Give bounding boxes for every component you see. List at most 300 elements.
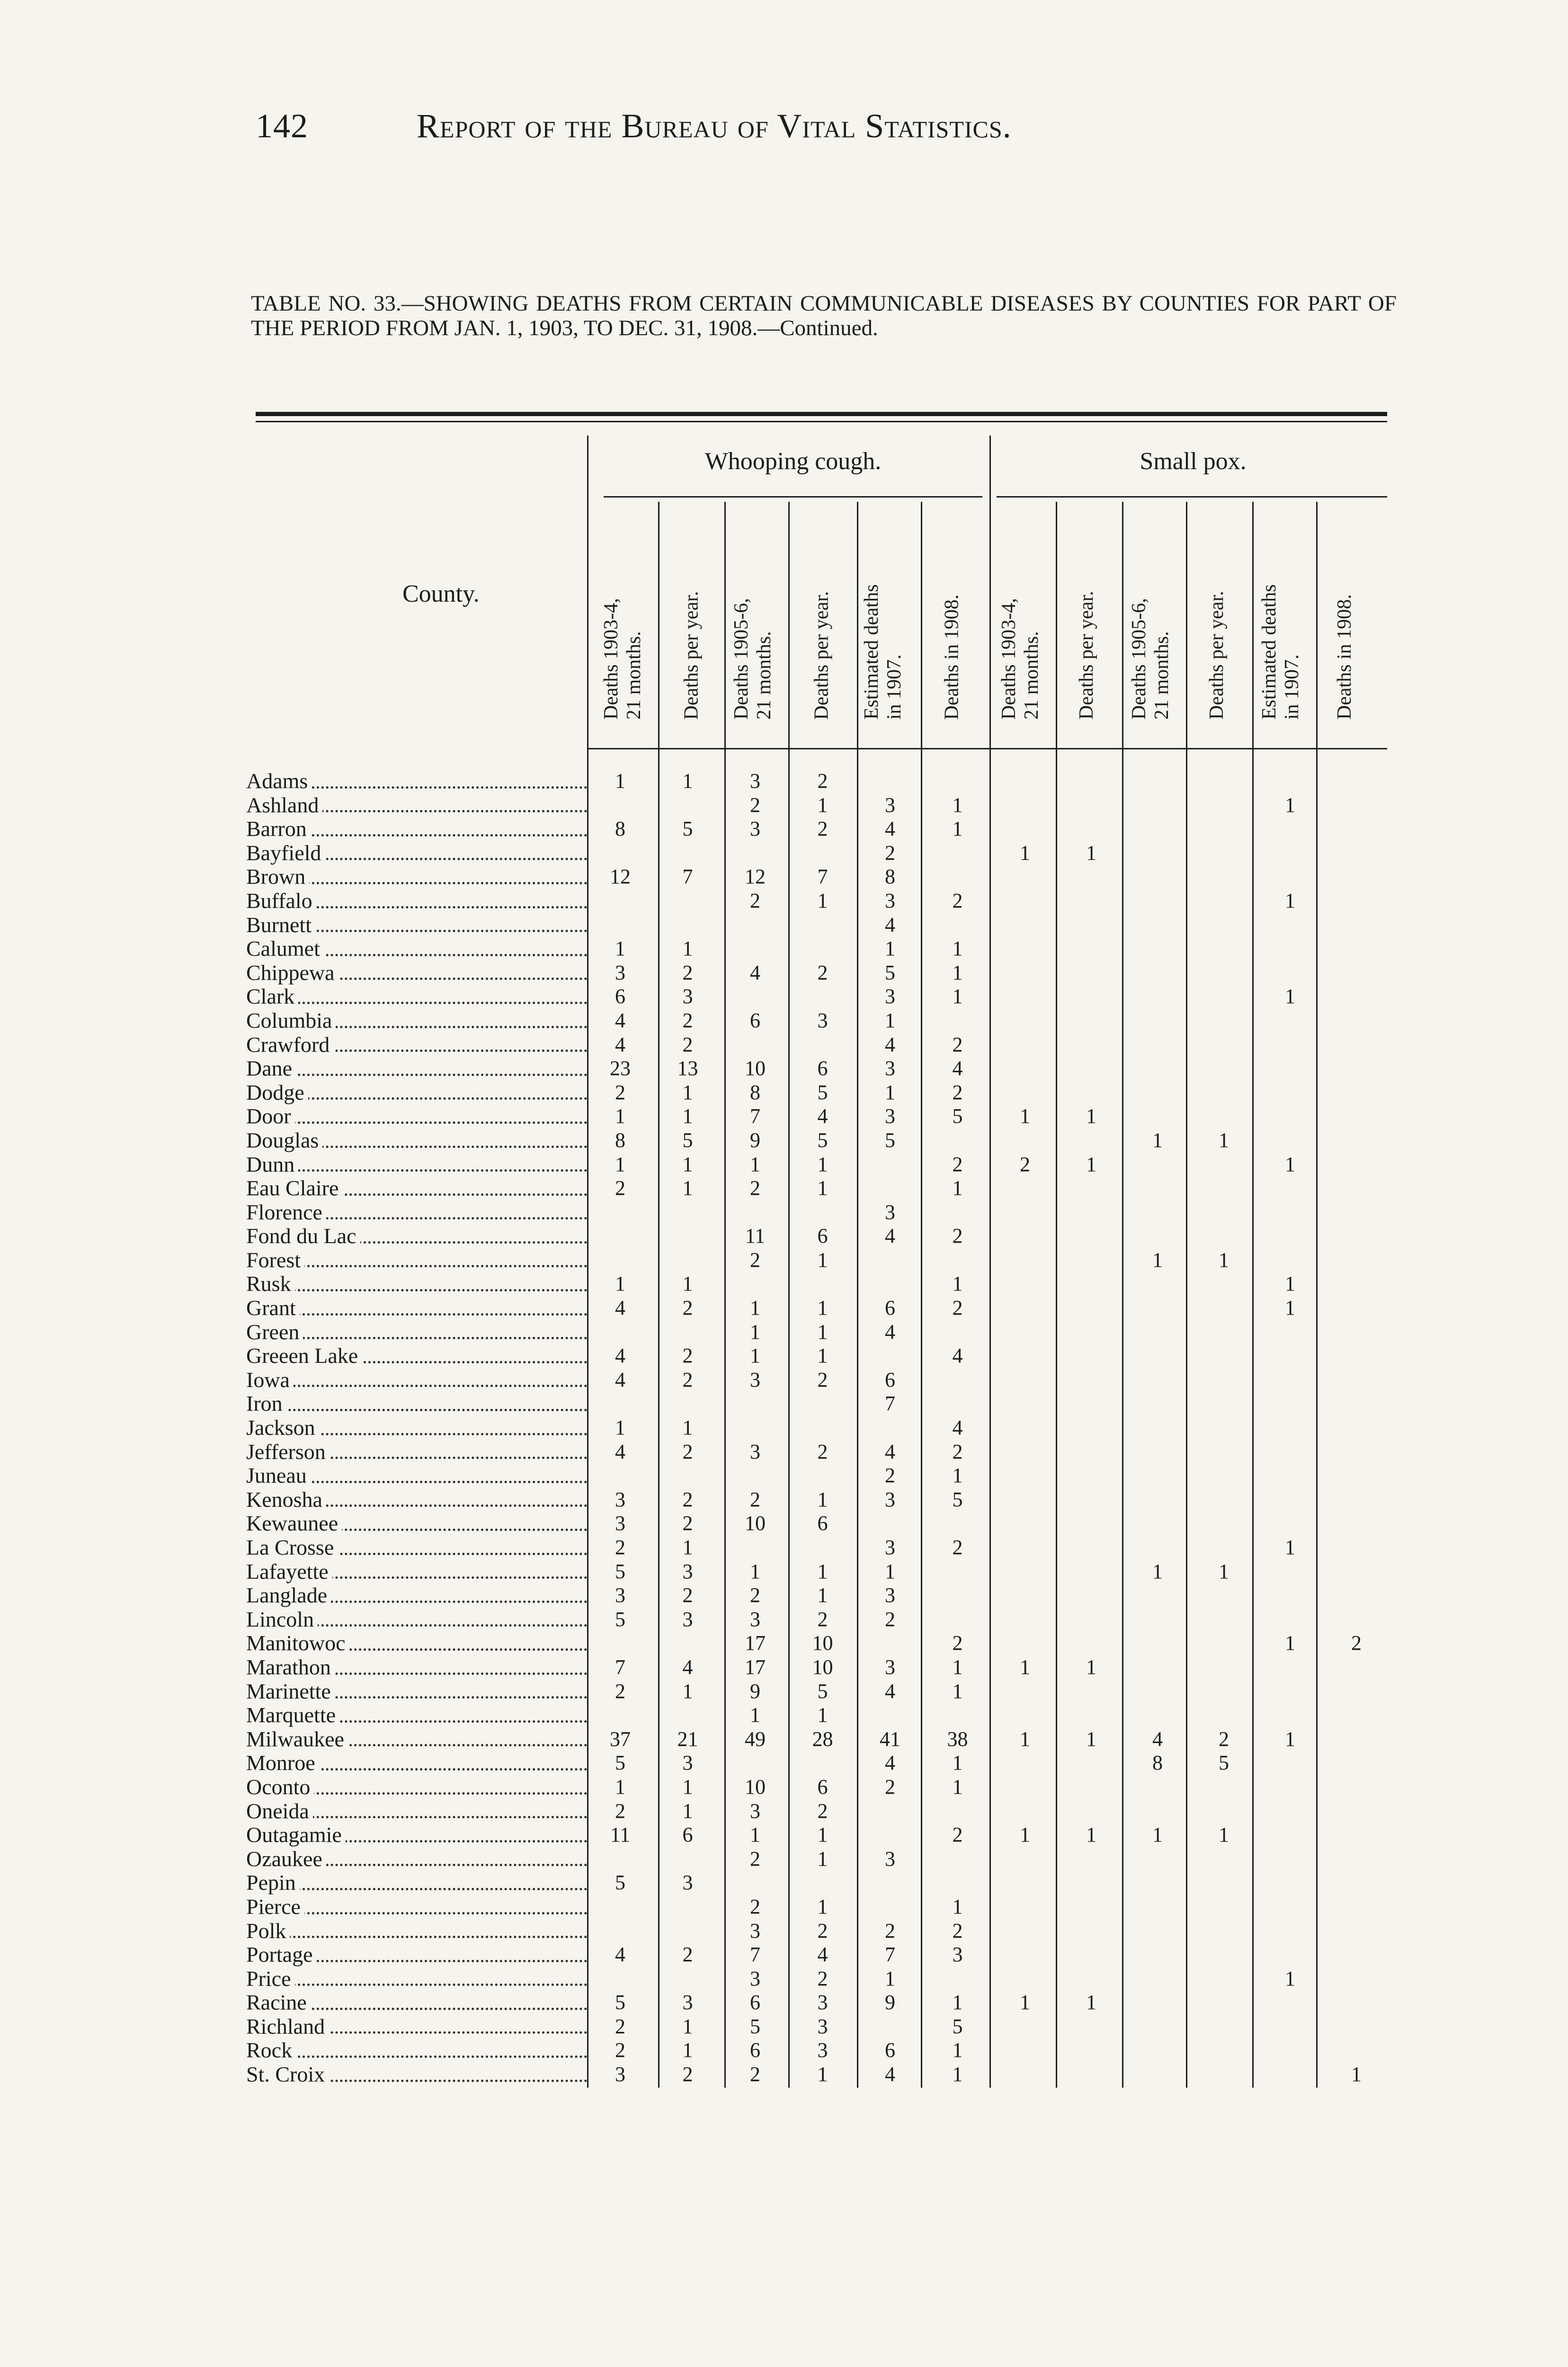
value-cell: 3 [682, 1991, 693, 2014]
county-cell [246, 1033, 587, 1057]
table-row [246, 1344, 1390, 1368]
value-cell: 4 [817, 1943, 828, 1967]
value-cell: 1 [817, 793, 828, 817]
value-cell [1323, 1368, 1390, 1392]
county-name: Racine [246, 1991, 311, 2014]
value-cell [1323, 985, 1390, 1009]
value-cell [788, 1416, 857, 1440]
value-cell: 2 [952, 1152, 963, 1176]
table-row [246, 1871, 1390, 1895]
value-cell [992, 1703, 1058, 1727]
value-cell [992, 1584, 1058, 1608]
county-name: Polk [246, 1919, 290, 1943]
value-cell: 6 [817, 1224, 828, 1248]
value-cell [1191, 865, 1257, 889]
county-name: Jefferson [246, 1440, 330, 1464]
value-cell: 1 [952, 1464, 963, 1487]
county-cell [246, 1775, 587, 1799]
value-cell [923, 865, 992, 889]
value-cell: 1 [750, 1703, 760, 1727]
value-cell: 4 [885, 1440, 895, 1463]
group-divider [997, 496, 1387, 498]
column-header-line: Deaths in 1908. [1334, 594, 1355, 720]
value-cell [1124, 1104, 1191, 1129]
value-cell: 2 [817, 1919, 828, 1942]
value-cell [1124, 1631, 1191, 1655]
value-cell [1257, 1703, 1323, 1727]
dot-leader [246, 1289, 587, 1291]
table-row [246, 937, 1390, 961]
value-cell [653, 1895, 722, 1919]
value-cell [992, 1799, 1058, 1824]
value-cell [923, 1871, 992, 1895]
value-cell: 3 [750, 769, 760, 792]
value-cell [992, 1464, 1058, 1488]
county-name: Marathon [246, 1655, 335, 1679]
county-cell [246, 865, 587, 889]
value-cell [1124, 1057, 1191, 1081]
value-cell [992, 1368, 1058, 1392]
value-cell: 10 [745, 1775, 766, 1798]
value-cell [1191, 1296, 1257, 1320]
value-cell [1257, 1751, 1323, 1775]
value-cell: 3 [750, 1607, 760, 1631]
value-cell: 1 [750, 1344, 760, 1368]
top-rule [256, 412, 1387, 416]
value-cell: 1 [885, 1080, 895, 1104]
county-name: Douglas [246, 1129, 322, 1152]
value-cell [788, 1536, 857, 1560]
value-cell [1323, 889, 1390, 913]
value-cell [857, 1153, 923, 1177]
value-cell [788, 1201, 857, 1225]
value-cell: 1 [952, 1751, 963, 1775]
value-cell: 4 [615, 1440, 625, 1463]
value-cell: 1 [615, 1104, 625, 1128]
value-cell: 1 [1285, 1296, 1295, 1320]
column-header [987, 530, 1053, 720]
value-cell: 2 [615, 1176, 625, 1200]
value-cell: 5 [885, 961, 895, 984]
value-cell [1191, 1224, 1257, 1248]
value-cell [992, 1967, 1058, 1991]
value-cell: 7 [885, 1392, 895, 1415]
value-cell: 2 [952, 1032, 963, 1056]
value-cell [923, 1703, 992, 1727]
county-cell [246, 769, 587, 793]
value-cell: 10 [812, 1655, 833, 1679]
value-cell [1191, 1368, 1257, 1392]
value-cell: 1 [885, 1967, 895, 1990]
value-cell [1191, 1416, 1257, 1440]
value-cell [1058, 2063, 1124, 2087]
value-cell [1191, 2038, 1257, 2063]
value-cell [722, 1201, 788, 1225]
value-cell: 2 [817, 1368, 828, 1391]
value-cell: 2 [1219, 1727, 1229, 1751]
value-cell: 5 [817, 1679, 828, 1703]
value-cell [1058, 1680, 1124, 1704]
value-cell [1323, 2015, 1390, 2039]
value-cell [1257, 1655, 1323, 1680]
value-cell: 2 [885, 1464, 895, 1487]
value-cell: 5 [682, 1128, 693, 1152]
value-cell [722, 1536, 788, 1560]
value-cell [587, 1464, 653, 1488]
value-cell [1191, 1392, 1257, 1416]
value-cell: 1 [1285, 1272, 1295, 1296]
value-cell: 2 [817, 769, 828, 792]
value-cell: 12 [745, 865, 766, 889]
value-cell [857, 1272, 923, 1296]
value-cell: 1 [1086, 841, 1096, 864]
value-cell [1191, 1153, 1257, 1177]
value-cell: 3 [682, 1559, 693, 1583]
value-cell [1058, 1368, 1124, 1392]
value-cell [653, 1392, 722, 1416]
value-cell: 7 [817, 865, 828, 889]
value-cell [1191, 1104, 1257, 1129]
dot-leader [246, 2056, 587, 2058]
value-cell [1323, 1320, 1390, 1344]
value-cell [1124, 1033, 1191, 1057]
value-cell [1058, 1416, 1124, 1440]
value-cell [1191, 1895, 1257, 1919]
value-cell [587, 1895, 653, 1919]
value-cell [1257, 1608, 1323, 1632]
value-cell [1124, 1943, 1191, 1967]
column-header-line: Deaths per year. [680, 591, 702, 720]
value-cell [992, 1320, 1058, 1344]
value-cell: 8 [1152, 1751, 1163, 1775]
column-header [1117, 530, 1184, 720]
value-cell: 7 [682, 865, 693, 889]
county-cell [246, 1631, 587, 1655]
table-row [246, 1272, 1390, 1296]
value-cell [992, 1248, 1058, 1272]
value-cell [1191, 1201, 1257, 1225]
value-cell: 10 [812, 1631, 833, 1655]
value-cell [1124, 1368, 1191, 1392]
value-cell: 1 [817, 1152, 828, 1176]
value-cell [1124, 913, 1191, 937]
column-header [1053, 530, 1120, 720]
value-cell: 4 [615, 1344, 625, 1368]
value-cell [1323, 1416, 1390, 1440]
value-cell [992, 1416, 1058, 1440]
value-cell [722, 1416, 788, 1440]
value-cell: 6 [885, 2038, 895, 2062]
value-cell [1191, 1703, 1257, 1727]
value-cell [992, 1129, 1058, 1153]
table-row [246, 985, 1390, 1009]
value-cell [992, 1895, 1058, 1919]
county-cell [246, 1703, 587, 1727]
county-name: Lafayette [246, 1560, 332, 1584]
value-cell: 1 [682, 1272, 693, 1296]
value-cell [1323, 1033, 1390, 1057]
value-cell: 1 [817, 1344, 828, 1368]
value-cell: 2 [615, 1536, 625, 1559]
county-name: Crawford [246, 1033, 333, 1057]
value-cell: 2 [682, 1008, 693, 1032]
value-cell [1058, 1201, 1124, 1225]
value-cell [1124, 793, 1191, 818]
value-cell [788, 1392, 857, 1416]
value-cell [1058, 1584, 1124, 1608]
value-cell [1058, 1847, 1124, 1871]
value-cell [857, 1871, 923, 1895]
value-cell [1257, 1799, 1323, 1824]
value-cell [1257, 1919, 1323, 1943]
value-cell: 1 [1285, 985, 1295, 1008]
county-cell [246, 1751, 587, 1775]
value-cell [722, 1464, 788, 1488]
value-cell: 7 [615, 1655, 625, 1679]
value-cell: 2 [682, 1368, 693, 1391]
county-cell [246, 913, 587, 937]
value-cell: 5 [817, 1128, 828, 1152]
value-cell: 1 [1219, 1128, 1229, 1152]
column-header-line: Deaths per year. [811, 591, 832, 720]
county-cell [246, 817, 587, 841]
value-cell: 1 [1285, 1152, 1295, 1176]
value-cell: 3 [885, 985, 895, 1008]
county-name: Kenosha [246, 1488, 326, 1512]
county-name: Calumet [246, 937, 324, 961]
value-cell: 3 [817, 2014, 828, 2038]
value-cell [992, 1488, 1058, 1512]
table-row [246, 1608, 1390, 1632]
column-header-line: in 1907. [1281, 654, 1303, 720]
value-cell: 5 [615, 1991, 625, 2014]
value-cell [1191, 1775, 1257, 1799]
value-cell [1191, 985, 1257, 1009]
value-cell [923, 1584, 992, 1608]
county-cell [246, 1368, 587, 1392]
value-cell [1323, 841, 1390, 865]
value-cell: 2 [952, 889, 963, 912]
value-cell: 5 [615, 1607, 625, 1631]
value-cell [1323, 1224, 1390, 1248]
value-cell [992, 961, 1058, 985]
value-cell [1058, 1943, 1124, 1967]
value-cell: 1 [952, 1176, 963, 1200]
value-cell [1257, 769, 1323, 793]
value-cell: 2 [682, 1512, 693, 1535]
value-cell [992, 1344, 1058, 1368]
value-cell [1257, 2038, 1323, 2063]
county-name: Bayfield [246, 841, 325, 865]
value-cell: 1 [1285, 793, 1295, 817]
value-cell [857, 1176, 923, 1201]
value-cell [1323, 1823, 1390, 1847]
value-cell [1257, 1488, 1323, 1512]
county-cell [246, 1129, 587, 1153]
value-cell: 2 [750, 1895, 760, 1918]
county-cell [246, 889, 587, 913]
value-cell: 1 [1351, 2063, 1362, 2086]
value-cell [1323, 2038, 1390, 2063]
table-row [246, 1775, 1390, 1799]
value-cell [1058, 1129, 1124, 1153]
value-cell [1124, 1320, 1191, 1344]
value-cell [587, 889, 653, 913]
value-cell: 37 [610, 1727, 631, 1751]
value-cell [1323, 1608, 1390, 1632]
value-cell [992, 1560, 1058, 1584]
deaths-table [246, 769, 1390, 2087]
value-cell: 3 [615, 1512, 625, 1535]
value-cell [1058, 1320, 1124, 1344]
value-cell [1191, 1536, 1257, 1560]
value-cell: 1 [952, 793, 963, 817]
value-cell [992, 1847, 1058, 1871]
value-cell: 1 [952, 817, 963, 841]
value-cell: 4 [885, 2063, 895, 2086]
value-cell [653, 1248, 722, 1272]
value-cell: 3 [750, 1919, 760, 1942]
column-header-line: Deaths 1903-4, [600, 598, 622, 720]
value-cell [1058, 1631, 1124, 1655]
value-cell: 3 [885, 1847, 895, 1870]
county-cell [246, 961, 587, 985]
value-cell: 3 [885, 889, 895, 912]
column-header [1247, 530, 1314, 720]
value-cell [1124, 1536, 1191, 1560]
header-rule [587, 748, 1387, 749]
value-cell: 1 [1086, 1152, 1096, 1176]
value-cell [992, 793, 1058, 818]
value-cell: 1 [1152, 1128, 1163, 1152]
value-cell [1058, 817, 1124, 841]
value-cell: 2 [682, 1296, 693, 1320]
table-row [246, 1033, 1390, 1057]
dot-leader [246, 1074, 587, 1076]
value-cell: 1 [817, 1703, 828, 1727]
value-cell [1191, 1081, 1257, 1105]
value-cell [653, 1919, 722, 1943]
value-cell: 1 [682, 769, 693, 792]
table-row [246, 1464, 1390, 1488]
value-cell: 1 [682, 2038, 693, 2062]
county-name: Greeen Lake [246, 1344, 362, 1368]
value-cell: 41 [880, 1727, 900, 1751]
value-cell: 5 [615, 1751, 625, 1775]
value-cell: 3 [817, 1008, 828, 1032]
county-name: Green [246, 1320, 303, 1344]
value-cell: 4 [1152, 1727, 1163, 1751]
value-cell [857, 1799, 923, 1824]
value-cell: 1 [952, 1895, 963, 1918]
table-row [246, 1631, 1390, 1655]
county-cell [246, 2038, 587, 2063]
table-row [246, 1512, 1390, 1536]
county-name: Milwaukee [246, 1727, 348, 1751]
value-cell: 1 [952, 1991, 963, 2014]
value-cell [1257, 1392, 1323, 1416]
table-row [246, 1488, 1390, 1512]
value-cell [1058, 1440, 1124, 1464]
table-row [246, 793, 1390, 818]
value-cell [1191, 1799, 1257, 1824]
value-cell [788, 1272, 857, 1296]
value-cell [857, 1416, 923, 1440]
value-cell [1124, 1224, 1191, 1248]
county-cell [246, 1272, 587, 1296]
value-cell: 2 [817, 1967, 828, 1990]
value-cell [587, 1631, 653, 1655]
county-cell [246, 1847, 587, 1871]
value-cell: 9 [750, 1679, 760, 1703]
value-cell: 4 [750, 961, 760, 984]
value-cell: 1 [952, 1655, 963, 1679]
value-cell [1257, 1224, 1323, 1248]
county-cell [246, 1608, 587, 1632]
table-row [246, 1248, 1390, 1272]
value-cell [1191, 1871, 1257, 1895]
table-row [246, 1967, 1390, 1991]
value-cell [857, 2015, 923, 2039]
table-row [246, 1584, 1390, 1608]
value-cell [1323, 1512, 1390, 1536]
value-cell [1323, 1919, 1390, 1943]
county-name: Brown [246, 865, 309, 889]
value-cell [992, 1536, 1058, 1560]
value-cell: 6 [750, 2038, 760, 2062]
value-cell: 3 [682, 1751, 693, 1775]
value-cell [1191, 1608, 1257, 1632]
group-divider [604, 496, 982, 498]
value-cell [1124, 889, 1191, 913]
table-row [246, 1416, 1390, 1440]
value-cell: 2 [952, 1631, 963, 1655]
value-cell: 6 [682, 1823, 693, 1847]
value-cell [1124, 1081, 1191, 1105]
value-cell [1191, 1655, 1257, 1680]
value-cell [1124, 1871, 1191, 1895]
value-cell [1058, 1176, 1124, 1201]
value-cell: 4 [817, 1104, 828, 1128]
value-cell [1058, 1919, 1124, 1943]
value-cell [1257, 1368, 1323, 1392]
county-name: Portage [246, 1943, 317, 1967]
value-cell [1058, 1248, 1124, 1272]
value-cell [992, 1871, 1058, 1895]
value-cell [788, 1871, 857, 1895]
value-cell: 1 [750, 1296, 760, 1320]
value-cell [1124, 1464, 1191, 1488]
value-cell: 1 [750, 1152, 760, 1176]
value-cell [992, 1775, 1058, 1799]
value-cell: 3 [885, 793, 895, 817]
table-row [246, 1224, 1390, 1248]
value-cell: 6 [750, 1008, 760, 1032]
value-cell [1257, 1991, 1323, 2015]
value-cell: 2 [952, 1536, 963, 1559]
value-cell [992, 985, 1058, 1009]
table-row [246, 1847, 1390, 1871]
value-cell [587, 1201, 653, 1225]
value-cell [1257, 913, 1323, 937]
value-cell [1323, 769, 1390, 793]
county-name: Dunn [246, 1153, 298, 1176]
value-cell [992, 1919, 1058, 1943]
value-cell: 4 [885, 1032, 895, 1056]
value-cell [1124, 985, 1191, 1009]
table-row [246, 2038, 1390, 2063]
value-cell: 2 [952, 1080, 963, 1104]
